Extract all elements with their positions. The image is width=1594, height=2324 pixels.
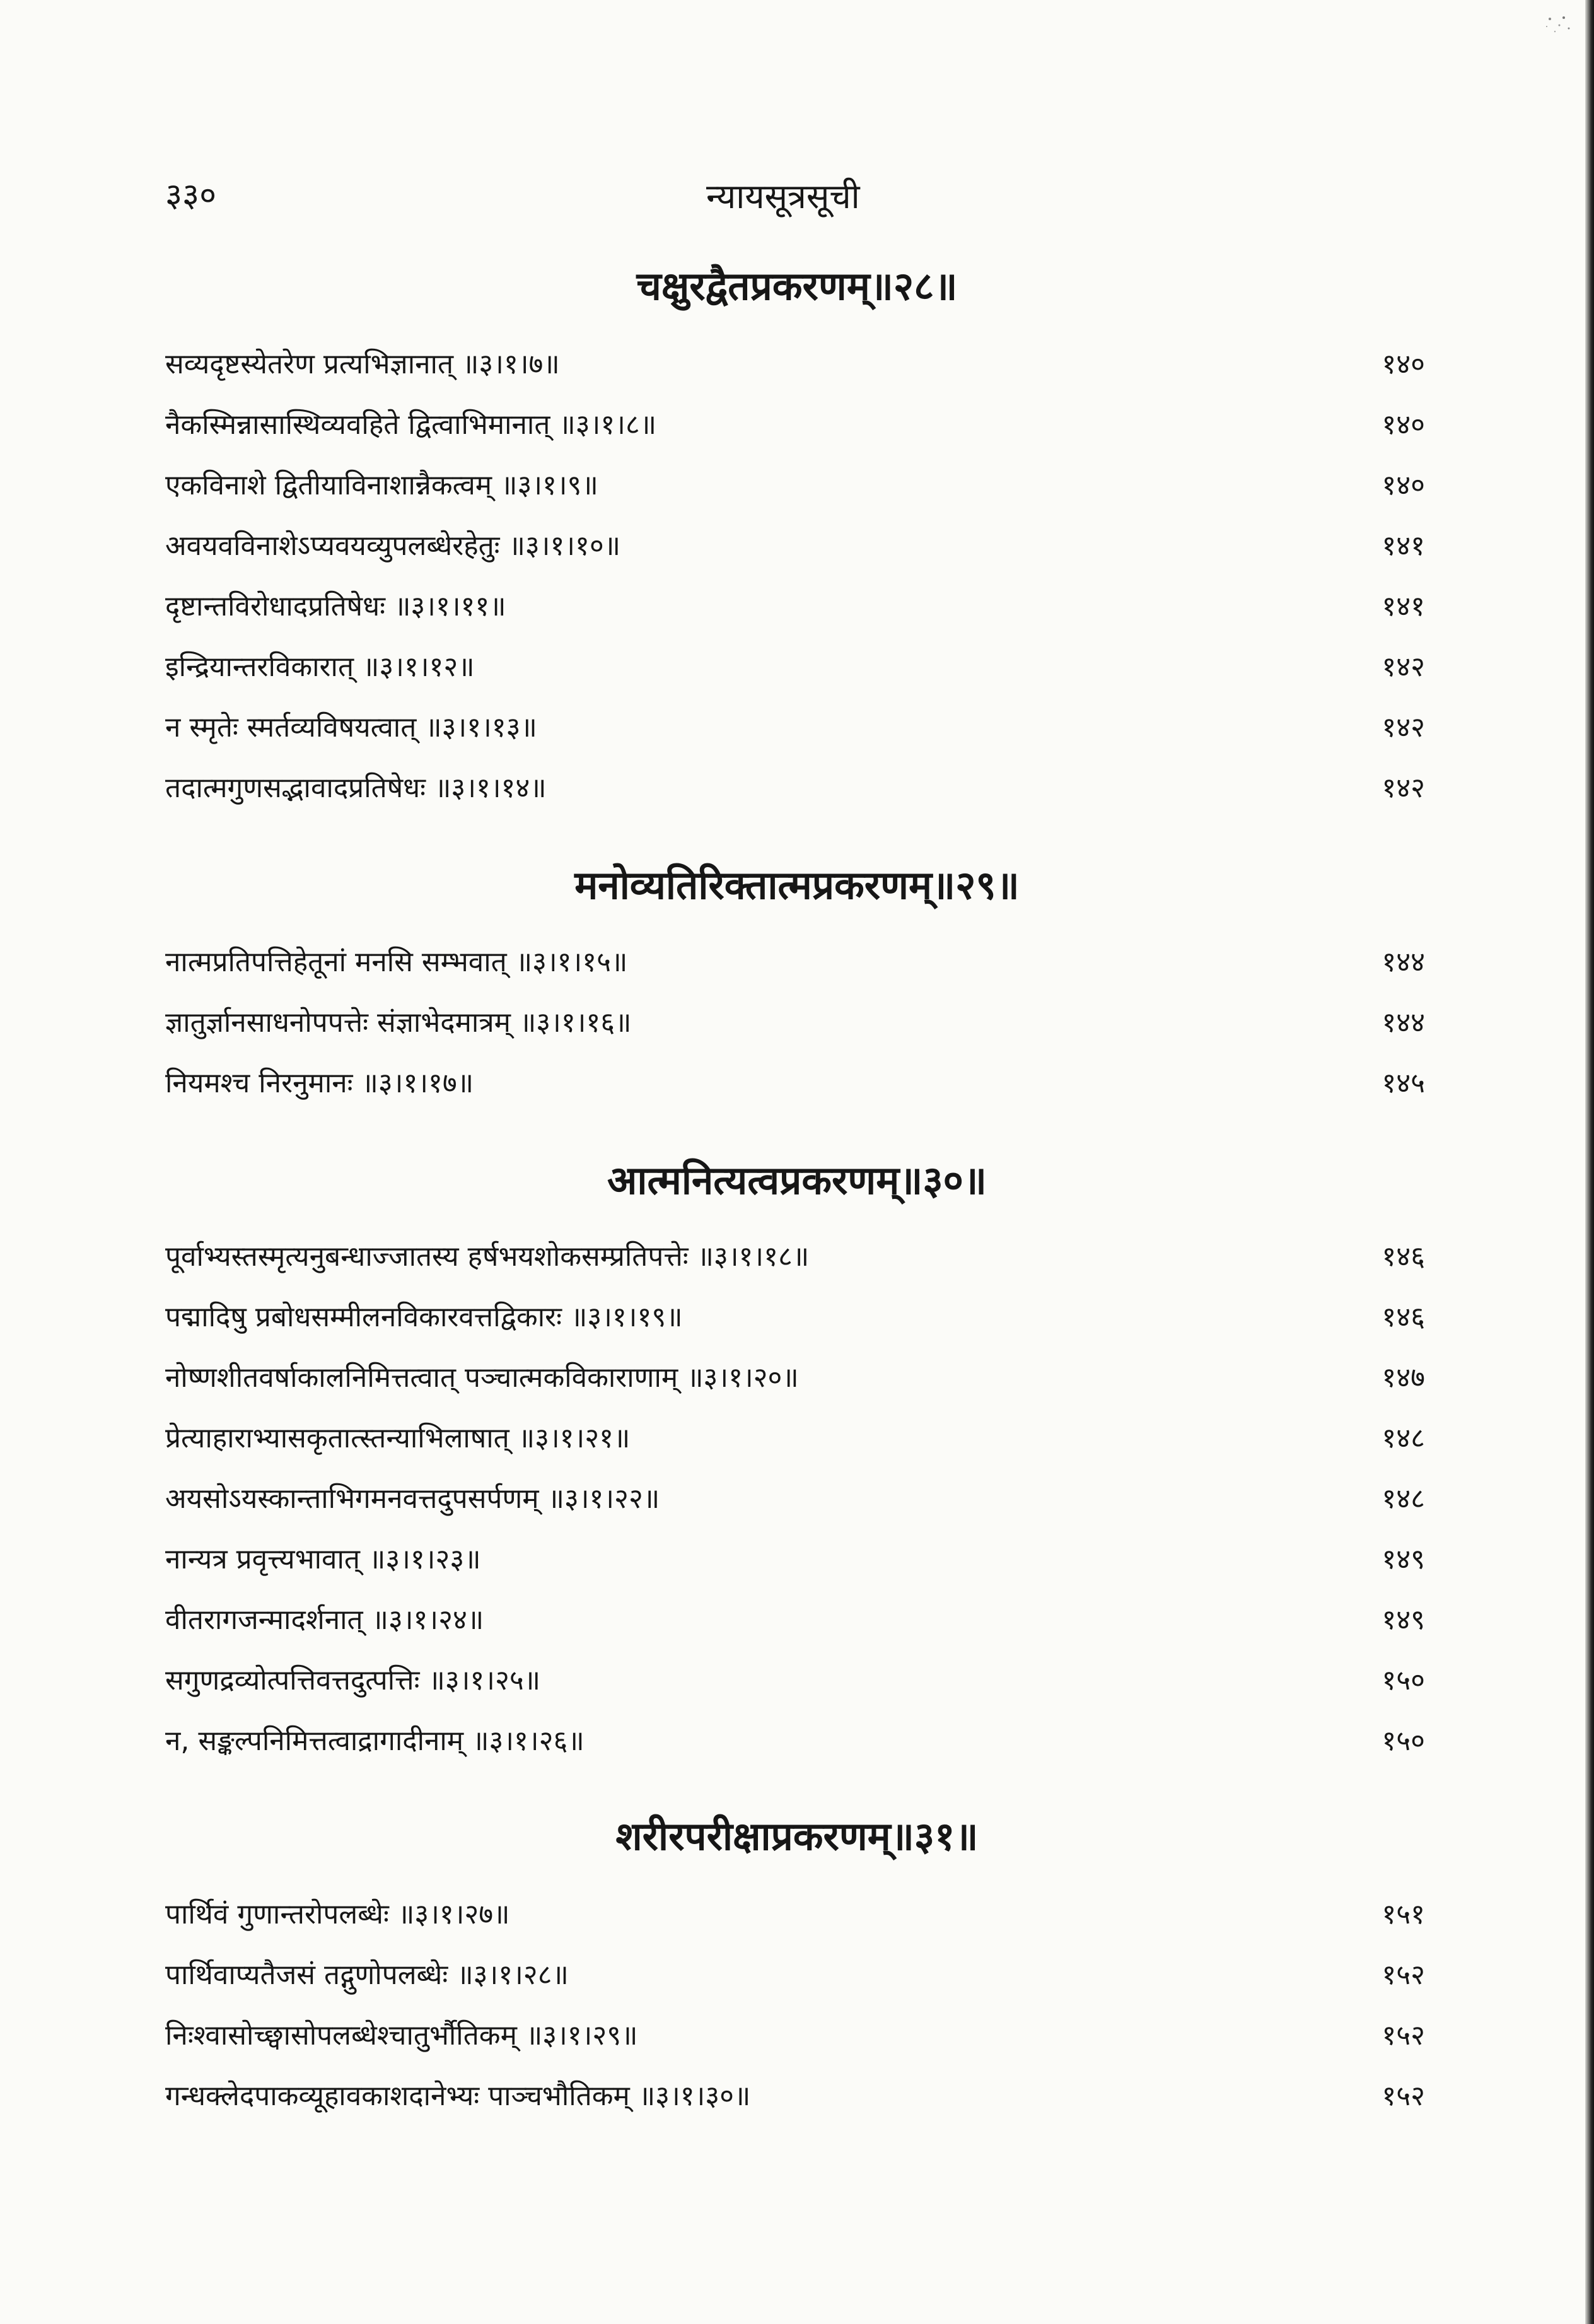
- section-heading: चक्षुरद्वैतप्रकरणम्॥२८॥: [636, 263, 958, 309]
- page-ref: १५२: [1382, 2080, 1425, 2112]
- page-ref: १४०: [1382, 409, 1425, 441]
- running-head: [0, 172, 1594, 228]
- sutra-text: इन्द्रियान्तरविकारात्: [165, 651, 354, 683]
- running-title: न्यायसूत्रसूची: [706, 177, 860, 216]
- sutra-reference: ॥३।१।१५॥: [515, 946, 628, 978]
- sutra-line: [165, 1894, 510, 1932]
- sutra-line: [165, 1660, 540, 1698]
- sutra-line: [165, 1539, 481, 1577]
- sutra-text: नात्मप्रतिपत्तिहेतूनां मनसि सम्भवात्: [165, 946, 507, 978]
- page-ref: १४६: [1382, 1241, 1425, 1273]
- page-ref: १५२: [1382, 2019, 1425, 2052]
- sutra-text: न, सङ्कल्पनिमित्तत्वाद्रागादीनाम्: [165, 1725, 464, 1757]
- sutra-line: [165, 1236, 809, 1274]
- sutra-line: [165, 646, 475, 684]
- sutra-reference: ॥३।१।२७॥: [397, 1898, 510, 1930]
- sutra-text: अवयवविनाशेऽप्यवयव्युपलब्धेरहेतुः: [165, 530, 500, 562]
- sutra-line: [165, 2076, 750, 2113]
- sutra-line: [165, 942, 627, 979]
- sutra-entry: [0, 1236, 1594, 1280]
- sutra-entry: [0, 707, 1594, 751]
- sutra-text: सगुणद्रव्योत्पत्तिवत्तदुत्पत्तिः: [165, 1664, 420, 1696]
- sutra-entry: [0, 1660, 1594, 1704]
- sutra-line: [165, 344, 560, 382]
- sutra-line: [165, 2015, 637, 2053]
- sutra-text: पार्थिवं गुणान्तरोपलब्धेः: [165, 1898, 389, 1930]
- sutra-text: अयसोऽयस्कान्ताभिगमनवत्तदुपसर्पणम्: [165, 1483, 539, 1515]
- page-ref: १४४: [1382, 946, 1425, 978]
- sutra-reference: ॥३।१।२४॥: [371, 1604, 484, 1636]
- sutra-line: [165, 404, 656, 442]
- sutra-reference: ॥३।१।७॥: [462, 348, 560, 380]
- sutra-entry: [0, 586, 1594, 630]
- sutra-line: [165, 1954, 569, 1992]
- sutra-reference: ॥३।१।१७॥: [361, 1067, 474, 1099]
- sutra-entry: [0, 525, 1594, 569]
- page-ref: १४७: [1382, 1362, 1425, 1394]
- sutra-reference: ॥३।१।१२॥: [363, 651, 475, 683]
- page-ref: १४९: [1382, 1604, 1425, 1636]
- sutra-line: [165, 768, 547, 805]
- page-ref: १४२: [1382, 772, 1425, 804]
- sutra-text: पार्थिवाप्यतैजसं तद्गुणोपलब्धेः: [165, 1959, 448, 1991]
- sutra-text: एकविनाशे द्वितीयाविनाशान्नैकत्वम्: [165, 469, 492, 501]
- page-ref: १४८: [1382, 1483, 1425, 1515]
- sutra-reference: ॥३।१।२१॥: [518, 1422, 631, 1454]
- sutra-reference: ॥३।१।१६॥: [519, 1007, 632, 1039]
- sutra-reference: ॥३।१।२०॥: [687, 1362, 799, 1394]
- sutra-text: निःश्वासोच्छ्वासोपलब्धेश्चातुर्भौतिकम्: [165, 2019, 517, 2052]
- sutra-reference: ॥३।१।११॥: [394, 590, 506, 622]
- sutra-entry: [0, 1720, 1594, 1765]
- sutra-text: पद्मादिषु प्रबोधसम्मीलनविकारवत्तद्विकारः: [165, 1301, 562, 1333]
- sutra-entry: [0, 344, 1594, 388]
- sutra-text: पूर्वाभ्यस्तस्मृत्यनुबन्धाज्जातस्य हर्षभयशोकसम्प्रतिपत्तेः: [165, 1241, 689, 1273]
- sutra-text: ज्ञातुर्ज्ञानसाधनोपपत्तेः संज्ञाभेदमात्रम्: [165, 1007, 511, 1039]
- page-ref: १४१: [1382, 590, 1425, 622]
- sutra-line: [165, 1357, 799, 1395]
- sutra-text: दृष्टान्तविरोधादप्रतिषेधः: [165, 590, 386, 622]
- binding-edge: [1585, 0, 1594, 2324]
- sutra-entry: [0, 2015, 1594, 2059]
- sutra-reference: ॥३।१।१९॥: [570, 1301, 683, 1333]
- sutra-entry: [0, 1478, 1594, 1522]
- sutra-reference: ॥३।१।३०॥: [638, 2080, 751, 2112]
- sutra-line: [165, 1478, 660, 1516]
- scan-speckle-icon: [1525, 6, 1581, 63]
- sutra-line: [165, 707, 537, 745]
- section-heading: मनोव्यतिरिक्तात्मप्रकरणम्॥२९॥: [574, 862, 1020, 908]
- sutra-line: [165, 1418, 630, 1456]
- page-ref: १४५: [1382, 1067, 1425, 1099]
- sutra-entry: [0, 465, 1594, 509]
- sutra-reference: ॥३।१।१८॥: [697, 1241, 810, 1273]
- page-ref: १५१: [1382, 1898, 1425, 1930]
- sutra-text: सव्यदृष्टस्येतरेण प्रत्यभिज्ञानात्: [165, 348, 454, 380]
- page-number: ३३०: [165, 177, 217, 214]
- sutra-text: गन्धक्लेदपाकव्यूहावकाशदानेभ्यः पाञ्चभौतिकम्: [165, 2080, 630, 2112]
- page-ref: १५२: [1382, 1959, 1425, 1991]
- sutra-line: [165, 586, 506, 624]
- sutra-reference: ॥३।१।२९॥: [525, 2019, 638, 2052]
- sutra-line: [165, 525, 620, 563]
- page-ref: १४४: [1382, 1007, 1425, 1039]
- sutra-reference: ॥३।१।२८॥: [457, 1959, 569, 1991]
- sutra-reference: ॥३।१।१४॥: [434, 772, 547, 804]
- sutra-text: नियमश्च निरनुमानः: [165, 1067, 353, 1099]
- sutra-entry: [0, 646, 1594, 691]
- page-ref: १४६: [1382, 1301, 1425, 1333]
- sutra-reference: ॥३।१।२३॥: [368, 1543, 481, 1575]
- page-ref: १४०: [1382, 348, 1425, 380]
- sutra-entry: [0, 1002, 1594, 1046]
- sutra-text: तदात्मगुणसद्भावादप्रतिषेधः: [165, 772, 426, 804]
- page-ref: १५०: [1382, 1725, 1425, 1757]
- sutra-entry: [0, 2076, 1594, 2120]
- sutra-reference: ॥३।१।१३॥: [425, 711, 537, 744]
- sutra-entry: [0, 1418, 1594, 1462]
- sutra-entry: [0, 1357, 1594, 1401]
- sutra-entry: [0, 942, 1594, 986]
- sutra-text: वीतरागजन्मादर्शनात्: [165, 1604, 363, 1636]
- sutra-entry: [0, 1954, 1594, 1999]
- sutra-reference: ॥३।१।२२॥: [547, 1483, 660, 1515]
- section-heading: आत्मनित्यत्वप्रकरणम्॥३०॥: [607, 1157, 987, 1203]
- sutra-reference: ॥३।१।८॥: [559, 409, 657, 441]
- sutra-entry: [0, 768, 1594, 812]
- sutra-text: नान्यत्र प्रवृत्त्यभावात्: [165, 1543, 360, 1575]
- sutra-line: [165, 1599, 484, 1637]
- sutra-entry: [0, 1599, 1594, 1644]
- sutra-reference: ॥३।१।२५॥: [428, 1664, 541, 1696]
- section-heading: शरीरपरीक्षाप्रकरणम्॥३१॥: [615, 1813, 979, 1859]
- page-ref: १४२: [1382, 651, 1425, 683]
- sutra-line: [165, 1002, 632, 1040]
- sutra-text: न स्मृतेः स्मर्तव्यविषयत्वात्: [165, 711, 417, 744]
- sutra-text: प्रेत्याहाराभ्यासकृतात्स्तन्याभिलाषात्: [165, 1422, 509, 1454]
- page-ref: १५०: [1382, 1664, 1425, 1696]
- sutra-entry: [0, 1063, 1594, 1107]
- sutra-reference: ॥३।१।२६॥: [472, 1725, 585, 1757]
- sutra-reference: ॥३।१।९॥: [501, 469, 598, 501]
- sutra-line: [165, 465, 598, 503]
- page-ref: १४०: [1382, 469, 1425, 501]
- sutra-entry: [0, 1539, 1594, 1583]
- page-ref: १४९: [1382, 1543, 1425, 1575]
- sutra-line: [165, 1720, 585, 1758]
- sutra-line: [165, 1063, 474, 1101]
- sutra-entry: [0, 1894, 1594, 1938]
- page-ref: १४८: [1382, 1422, 1425, 1454]
- page-ref: १४१: [1382, 530, 1425, 562]
- sutra-text: नैकस्मिन्नासास्थिव्यवहिते द्वित्वाभिमानात्: [165, 409, 550, 441]
- sutra-entry: [0, 1297, 1594, 1341]
- sutra-reference: ॥३।१।१०॥: [508, 530, 621, 562]
- sutra-entry: [0, 404, 1594, 448]
- sutra-text: नोष्णशीतवर्षाकालनिमित्तत्वात् पञ्चात्मकविकाराणाम्: [165, 1362, 678, 1394]
- sutra-line: [165, 1297, 683, 1334]
- page-ref: १४२: [1382, 711, 1425, 744]
